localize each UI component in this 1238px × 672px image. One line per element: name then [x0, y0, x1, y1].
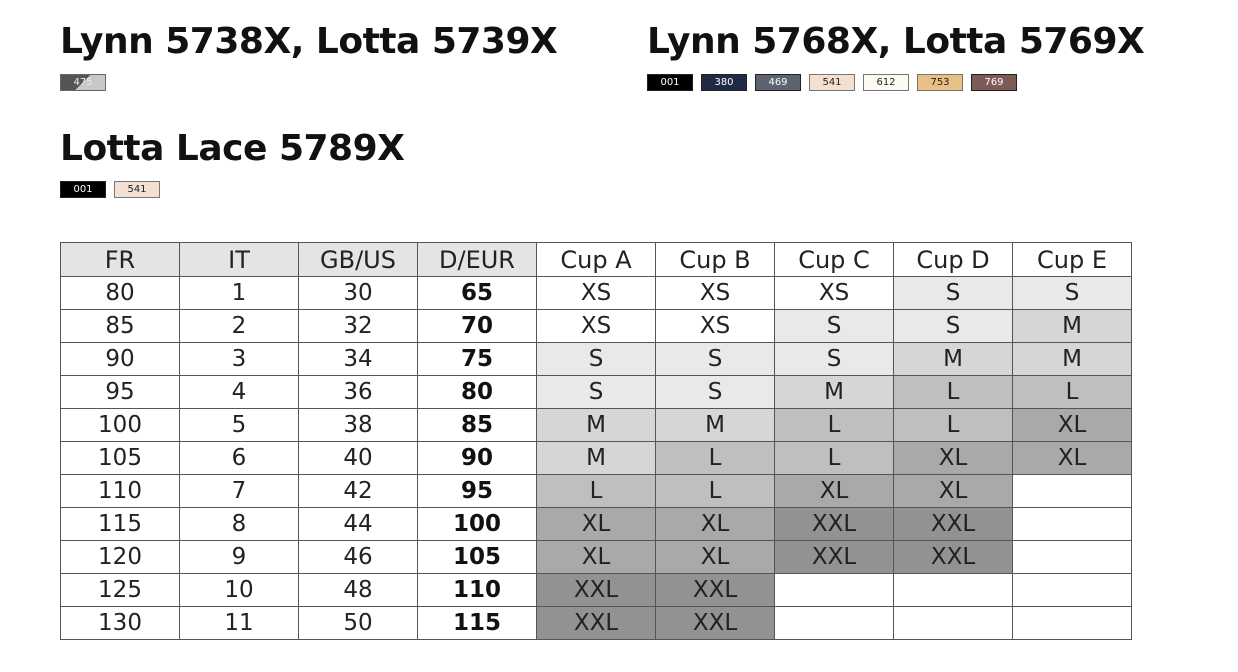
cell-cup-d	[894, 607, 1013, 640]
color-swatch: 753	[917, 74, 963, 91]
cell-d-eur: 85	[418, 409, 537, 442]
cell-it: 10	[180, 574, 299, 607]
cell-d-eur: 95	[418, 475, 537, 508]
table-row	[61, 343, 1132, 376]
cell-d-eur: 75	[418, 343, 537, 376]
cell-cup-b: S	[656, 376, 775, 409]
cell-cup-a: S	[537, 376, 656, 409]
cell-cup-a: M	[537, 409, 656, 442]
table-row	[61, 376, 1132, 409]
cell-gb-us: 48	[299, 574, 418, 607]
cell-fr: 120	[61, 541, 180, 574]
header-d-eur: D/EUR	[418, 243, 537, 277]
cell-cup-e	[1013, 475, 1132, 508]
cell-cup-a: XXL	[537, 574, 656, 607]
cell-gb-us: 40	[299, 442, 418, 475]
color-swatch: 475	[60, 74, 106, 91]
cell-gb-us: 46	[299, 541, 418, 574]
cell-cup-a: XS	[537, 310, 656, 343]
cell-it: 8	[180, 508, 299, 541]
cell-cup-a: XXL	[537, 607, 656, 640]
cell-gb-us: 32	[299, 310, 418, 343]
cell-d-eur: 105	[418, 541, 537, 574]
cell-it: 6	[180, 442, 299, 475]
color-swatch: 612	[863, 74, 909, 91]
cell-it: 11	[180, 607, 299, 640]
cell-gb-us: 30	[299, 277, 418, 310]
header-cup-b: Cup B	[656, 243, 775, 277]
cell-cup-d	[894, 574, 1013, 607]
table-row	[61, 442, 1132, 475]
color-swatch: 541	[114, 181, 160, 198]
cell-fr: 110	[61, 475, 180, 508]
cell-cup-d: XXL	[894, 508, 1013, 541]
cell-cup-e	[1013, 607, 1132, 640]
header-cup-d: Cup D	[894, 243, 1013, 277]
cell-cup-d: L	[894, 376, 1013, 409]
cell-cup-c: XS	[775, 277, 894, 310]
cell-cup-b: M	[656, 409, 775, 442]
size-conversion-table	[60, 242, 1132, 640]
cell-gb-us: 36	[299, 376, 418, 409]
cell-it: 5	[180, 409, 299, 442]
cell-it: 9	[180, 541, 299, 574]
color-swatch: 001	[60, 181, 106, 198]
header-cup-c: Cup C	[775, 243, 894, 277]
table-row	[61, 310, 1132, 343]
table-row	[61, 277, 1132, 310]
cell-it: 4	[180, 376, 299, 409]
cell-cup-e: XL	[1013, 442, 1132, 475]
cell-gb-us: 38	[299, 409, 418, 442]
table-row	[61, 409, 1132, 442]
cell-d-eur: 70	[418, 310, 537, 343]
cell-cup-c	[775, 574, 894, 607]
color-swatch: 469	[755, 74, 801, 91]
cell-cup-b: S	[656, 343, 775, 376]
cell-cup-c: S	[775, 343, 894, 376]
cell-cup-b: XS	[656, 277, 775, 310]
cell-cup-c: XXL	[775, 541, 894, 574]
cell-cup-c	[775, 607, 894, 640]
cell-it: 1	[180, 277, 299, 310]
cell-cup-d: S	[894, 277, 1013, 310]
cell-it: 2	[180, 310, 299, 343]
cell-cup-b: L	[656, 475, 775, 508]
cell-cup-d: XXL	[894, 541, 1013, 574]
cell-d-eur: 110	[418, 574, 537, 607]
model-title-lynn-5738x: Lynn 5738X, Lotta 5739X	[60, 21, 558, 62]
cell-cup-e	[1013, 541, 1132, 574]
cell-cup-e: S	[1013, 277, 1132, 310]
cell-fr: 80	[61, 277, 180, 310]
cell-cup-c: XL	[775, 475, 894, 508]
cell-cup-b: XS	[656, 310, 775, 343]
cell-fr: 115	[61, 508, 180, 541]
cell-cup-c: M	[775, 376, 894, 409]
color-swatches-lynn-5738x	[60, 74, 106, 91]
cell-cup-a: XL	[537, 508, 656, 541]
cell-d-eur: 65	[418, 277, 537, 310]
table-row	[61, 508, 1132, 541]
cell-gb-us: 50	[299, 607, 418, 640]
cell-cup-a: M	[537, 442, 656, 475]
cell-cup-d: S	[894, 310, 1013, 343]
cell-cup-c: XXL	[775, 508, 894, 541]
cell-it: 7	[180, 475, 299, 508]
cell-cup-a: XS	[537, 277, 656, 310]
color-swatch: 380	[701, 74, 747, 91]
cell-it: 3	[180, 343, 299, 376]
cell-cup-a: L	[537, 475, 656, 508]
color-swatches-lynn-5768x	[647, 74, 1017, 91]
cell-gb-us: 42	[299, 475, 418, 508]
cell-fr: 90	[61, 343, 180, 376]
cell-cup-b: XL	[656, 508, 775, 541]
cell-cup-c: S	[775, 310, 894, 343]
cell-cup-e	[1013, 508, 1132, 541]
cell-cup-a: XL	[537, 541, 656, 574]
color-swatch: 541	[809, 74, 855, 91]
cell-cup-e: XL	[1013, 409, 1132, 442]
cell-cup-c: L	[775, 409, 894, 442]
cell-cup-e	[1013, 574, 1132, 607]
cell-cup-b: L	[656, 442, 775, 475]
cell-fr: 130	[61, 607, 180, 640]
cell-cup-b: XXL	[656, 574, 775, 607]
header-gb-us: GB/US	[299, 243, 418, 277]
cell-fr: 95	[61, 376, 180, 409]
color-swatch: 769	[971, 74, 1017, 91]
header-fr: FR	[61, 243, 180, 277]
color-swatch: 001	[647, 74, 693, 91]
cell-cup-e: M	[1013, 343, 1132, 376]
cell-d-eur: 80	[418, 376, 537, 409]
model-title-lotta-lace-5789x: Lotta Lace 5789X	[60, 128, 405, 169]
cell-gb-us: 34	[299, 343, 418, 376]
cell-fr: 100	[61, 409, 180, 442]
cell-cup-d: XL	[894, 442, 1013, 475]
cell-gb-us: 44	[299, 508, 418, 541]
table-row	[61, 475, 1132, 508]
cell-cup-a: S	[537, 343, 656, 376]
table-header-row	[61, 243, 1132, 277]
size-table-body	[61, 277, 1132, 640]
cell-cup-c: L	[775, 442, 894, 475]
table-row	[61, 574, 1132, 607]
cell-cup-d: M	[894, 343, 1013, 376]
cell-cup-e: L	[1013, 376, 1132, 409]
cell-d-eur: 90	[418, 442, 537, 475]
cell-d-eur: 100	[418, 508, 537, 541]
table-row	[61, 607, 1132, 640]
header-cup-a: Cup A	[537, 243, 656, 277]
cell-fr: 105	[61, 442, 180, 475]
cell-fr: 85	[61, 310, 180, 343]
cell-cup-d: XL	[894, 475, 1013, 508]
cell-cup-d: L	[894, 409, 1013, 442]
header-it: IT	[180, 243, 299, 277]
color-swatches-lotta-lace-5789x	[60, 181, 160, 198]
table-row	[61, 541, 1132, 574]
cell-d-eur: 115	[418, 607, 537, 640]
header-cup-e: Cup E	[1013, 243, 1132, 277]
cell-cup-b: XXL	[656, 607, 775, 640]
cell-cup-e: M	[1013, 310, 1132, 343]
cell-cup-b: XL	[656, 541, 775, 574]
cell-fr: 125	[61, 574, 180, 607]
model-title-lynn-5768x: Lynn 5768X, Lotta 5769X	[647, 21, 1145, 62]
